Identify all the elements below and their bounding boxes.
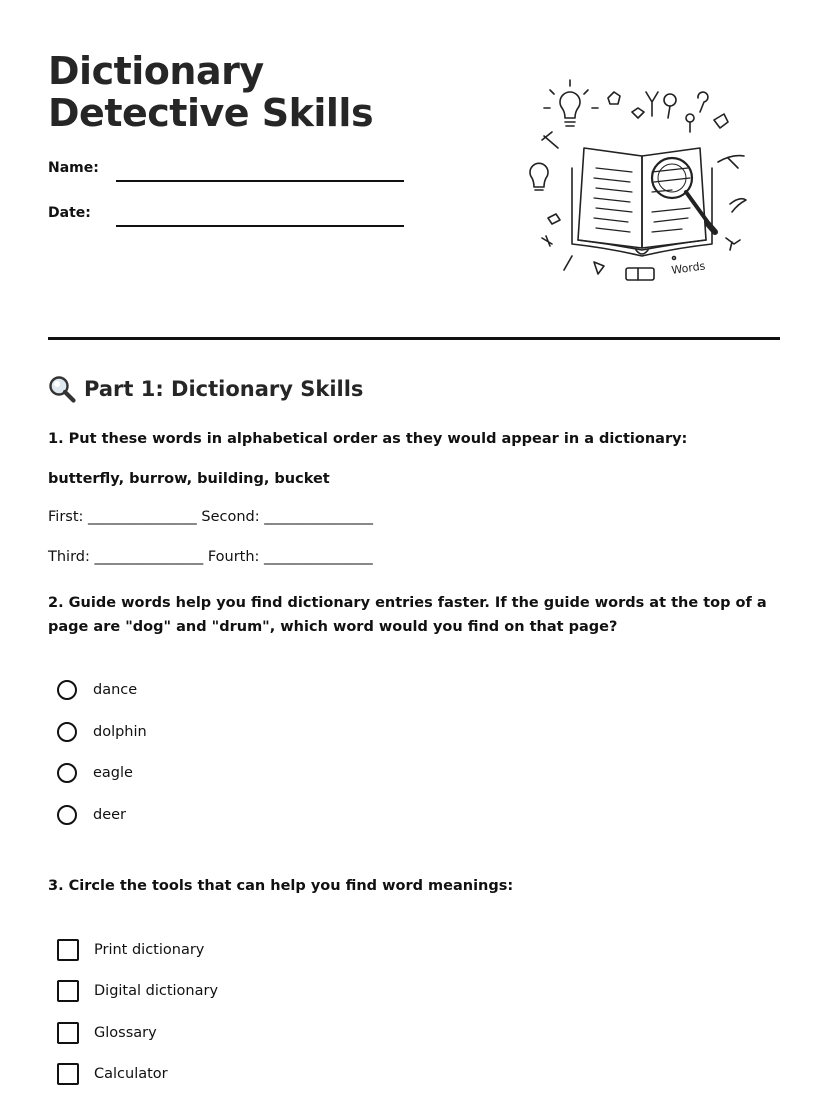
option-label: Print dictionary [94,942,205,958]
q3-option-glossary[interactable] [57,1022,157,1044]
option-label: dance [93,682,138,698]
q2-option-eagle[interactable] [57,763,133,783]
q1-answer-line-2[interactable]: Third: _______________ Fourth: _______________ [48,549,373,565]
header-divider [48,337,780,340]
q3-prompt: 3. Circle the tools that can help you find word meanings: [48,878,514,894]
q2-option-dance[interactable] [57,680,137,700]
checkbox[interactable] [57,980,79,1002]
option-label: Digital dictionary [94,983,219,999]
radio-button[interactable] [57,805,77,825]
book-magnifier-illustration [522,78,762,288]
q2-option-dolphin[interactable] [57,722,147,742]
illustration-caption: Words [670,259,707,277]
checkbox[interactable] [57,939,79,961]
worksheet-title: Dictionary Detective Skills [48,49,374,135]
checkbox[interactable] [57,1022,79,1044]
magnifying-glass-icon [48,375,76,403]
radio-button[interactable] [57,763,77,783]
date-label: Date: [48,205,91,221]
option-label: dolphin [93,724,147,740]
part1-title: Part 1: Dictionary Skills [84,377,364,401]
name-field[interactable] [116,180,404,182]
option-label: Calculator [94,1066,168,1082]
q1-words: butterfly, burrow, building, bucket [48,471,330,487]
radio-button[interactable] [57,722,77,742]
q2-prompt: 2. Guide words help you find dictionary entries faster. If the guide words at the top of a page are "dog" and "drum", which word would you find on that page? [48,595,767,635]
q3-option-print-dictionary[interactable] [57,939,204,961]
name-label: Name: [48,160,99,176]
q2-option-deer[interactable] [57,805,126,825]
part1-heading [48,375,363,403]
date-field[interactable] [116,225,404,227]
q1-prompt: 1. Put these words in alphabetical order as they would appear in a dictionary: [48,431,688,447]
option-label: eagle [93,765,133,781]
checkbox[interactable] [57,1063,79,1085]
option-label: deer [93,807,127,823]
radio-button[interactable] [57,680,77,700]
q3-option-digital-dictionary[interactable] [57,980,218,1002]
option-label: Glossary [94,1025,157,1041]
q3-option-calculator[interactable] [57,1063,168,1085]
q1-answer-line-1[interactable]: First: _______________ Second: _______________ [48,509,373,525]
